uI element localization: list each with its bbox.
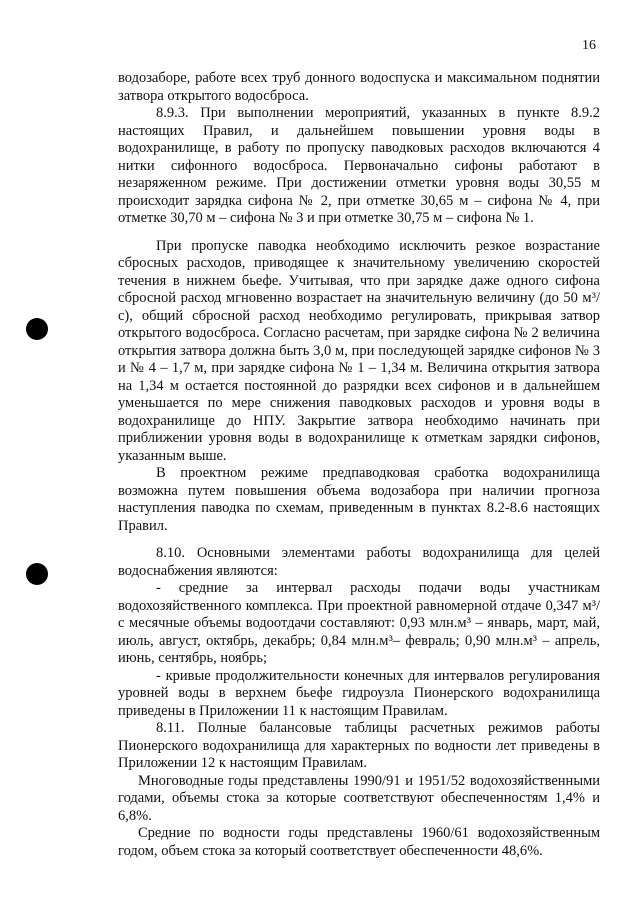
paragraph-8-10: 8.10. Основными элементами работы водохранилища для целей водоснабжения являются: — [118, 545, 600, 579]
paragraph-flood-passage: При пропуске паводка необходимо исключить резкое возрастание сбросных расходов, приводящее к значительному увеличению скоростей течения в нижнем бьефе. Учитывая, что при зарядке даже одного сифона сбросной расход мгновенно возрастает на значительную величину (до 50 м³/с), общий сбросной расход необходимо регулировать, прикрывая затвор открытого водосброса. Согласно расчетам, при зарядке сифона № 2 величина открытия затвора должна быть 3,0 м, при последующей зарядке сифонов № 3 и № 4 – 1,7 м, при зарядке сифона № 1 – 1,34 м. Величина открытия затвора на 1,34 м остается постоянной до разрядки всех сифонов и в дальнейшем уменьшается по мере снижения паводковых расходов и уровня воды в водохранилище до НПУ. Закрытие затвора необходимо начинать при приближении уровня воды в водохранилище к отметкам зарядки сифонов, указанным выше. — [118, 237, 600, 464]
paragraph-8-11: 8.11. Полные балансовые таблицы расчетных режимов работы Пионерского водохранилища для характерных по водности лет приведены в Приложении 12 к настоящим Правилам. — [118, 720, 600, 771]
punch-hole-mark — [26, 318, 48, 340]
paragraph-8-9-3: 8.9.3. При выполнении мероприятий, указанных в пункте 8.9.2 настоящих Правил, и дальнейшем повышении уровня воды в водохранилище, в работу по пропуску паводковых расходов включаются 4 нитки сифонного водосброса. Первоначально сифоны работают в незаряженном режиме. При достижении отметки уровня воды 30,55 м происходит зарядка сифона № 2, при отметке 30,65 м – сифона № 4, при отметке 30,70 м – сифона № 3 и при отметке 30,75 м – сифона № 1. — [118, 105, 600, 226]
paragraph-average-years: Средние по водности годы представлены 1960/61 водохозяйственным годом, объем стока за который соответствует обеспеченности 48,6%. — [118, 825, 600, 859]
paragraph-duration-curves: - кривые продолжительности конечных для интервалов регулирования уровней воды в верхнем бьефе гидроузла Пионерского водохранилища приведены в Приложении 11 к настоящим Правилам. — [118, 667, 600, 719]
punch-hole-mark — [26, 563, 48, 585]
paragraph-continuation: водозаборе, работе всех труб донного водоспуска и максимальном поднятии затвора открытого водосброса. — [118, 70, 600, 104]
paragraph-avg-flows: - средние за интервал расходы подачи воды участникам водохозяйственного комплекса. При проектной равномерной отдаче 0,347 м³/с месячные объемы водоотдачи составляют: 0,93 млн.м³ – январь, март, май, июль, август, октябрь, декабрь; 0,84 млн.м³– февраль; 0,90 млн.м³ – апрель, июнь, сентябрь, ноябрь; — [118, 580, 600, 666]
page-number: 16 — [582, 38, 596, 53]
paragraph-high-water-years: Многоводные годы представлены 1990/91 и 1951/52 водохозяйственными годами, объемы стока за которые соответствуют обеспеченностям 1,4% и 6,8%. — [118, 772, 600, 824]
paragraph-design-mode: В проектном режиме предпаводковая сработка водохранилища возможна путем повышения объема водозабора при наличии прогноза наступления паводка по схемам, приведенным в пунктах 8.2-8.6 настоящих Правил. — [118, 465, 600, 534]
document-body — [118, 70, 600, 860]
